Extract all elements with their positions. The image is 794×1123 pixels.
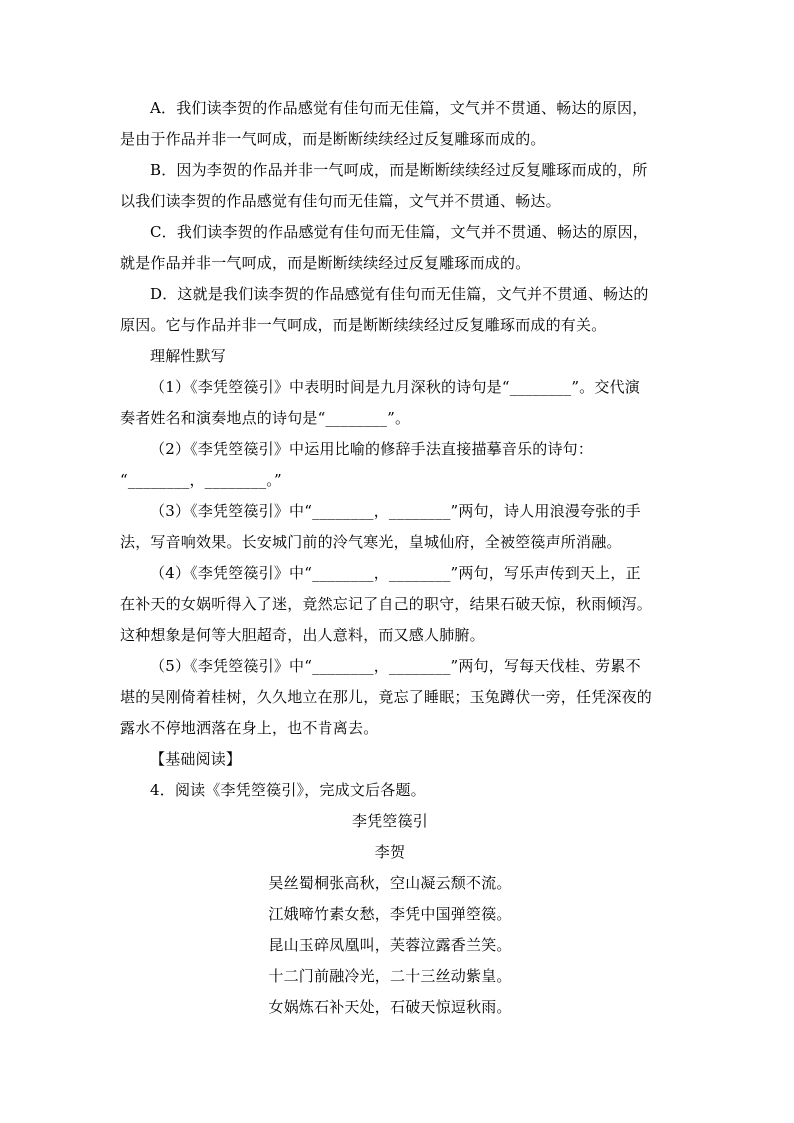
poem-line: 昆山玉碎凤凰叫，芙蓉泣露香兰笑。: [268, 936, 512, 954]
option-a-line-2: 是由于作品并非一气呵成，而是断断续续经过反复雕琢而成的。: [120, 130, 546, 148]
poem-line: 女娲炼石补天处，石破天惊逗秋雨。: [268, 998, 512, 1016]
dictation-q2-line-2: “________，________。”: [120, 471, 282, 489]
dictation-q1-line-2: 奏者姓名和演奏地点的诗句是“________”。: [120, 409, 411, 427]
dictation-q5-line-1: （5）《李凭箜篌引》中“________，________”两句，写每天伐桂、劳累不: [150, 657, 641, 675]
option-d-line-1: D．这就是我们读李贺的作品感觉有佳句而无佳篇，文气并不贯通、畅达的: [150, 285, 649, 303]
poem-title: 李凭箜篌引: [351, 812, 428, 830]
option-b-line-2: 以我们读李贺的作品感觉有佳句而无佳篇，文气并不贯通、畅达。: [120, 192, 561, 210]
dictation-q4-line-2: 在补天的女娲听得入了迷，竟然忘记了自己的职守，结果石破天惊，秋雨倾泻。: [120, 595, 653, 613]
poem-line: 十二门前融冷光，二十三丝动紫皇。: [268, 967, 512, 985]
dictation-q3-line-2: 法，写音响效果。长安城门前的泠气寒光，皇城仙府，全被箜篌声所消融。: [120, 533, 622, 551]
reading-question: 4．阅读《李凭箜篌引》，完成文后各题。: [150, 781, 426, 799]
dictation-q1-line-1: （1）《李凭箜篌引》中表明时间是九月深秋的诗句是“________”。交代演: [150, 378, 640, 396]
option-b-line-1: B．因为李贺的作品并非一气呵成，而是断断续续经过反复雕琢而成的，所: [150, 161, 648, 179]
reading-section-title: 【基础阅读】: [150, 750, 242, 768]
dictation-q4-line-1: （4）《李凭箜篌引》中“________，________”两句，写乐声传到天上，正: [150, 564, 641, 582]
poem-line: 江娥啼竹素女愁，李凭中国弹箜篌。: [268, 905, 512, 923]
option-c-line-2: 就是作品并非一气呵成，而是断断续续经过反复雕琢而成的。: [120, 254, 531, 272]
dictation-q5-line-3: 露水不停地洒落在身上，也不肯离去。: [120, 719, 379, 737]
document-content: [120, 93, 680, 1023]
poem-line: 吴丝蜀桐张高秋，空山凝云颓不流。: [268, 874, 512, 892]
dictation-q4-line-3: 这种想象是何等大胆超奇，出人意料，而又感人肺腑。: [120, 626, 485, 644]
dictation-q5-line-2: 堪的吴刚倚着桂树，久久地立在那儿，竟忘了睡眠；玉兔蹲伏一旁，任凭深夜的: [120, 688, 653, 706]
option-c-line-1: C．我们读李贺的作品感觉有佳句而无佳篇，文气并不贯通、畅达的原因，: [150, 223, 649, 241]
option-d-line-2: 原因。它与作品并非一气呵成，而是断断续续经过反复雕琢而成的有关。: [120, 316, 607, 334]
dictation-q3-line-1: （3）《李凭箜篌引》中“________，________”两句，诗人用浪漫夸张的手: [150, 502, 641, 520]
option-a-line-1: A．我们读李贺的作品感觉有佳句而无佳篇，文气并不贯通、畅达的原因，: [150, 99, 648, 117]
dictation-heading: 理解性默写: [150, 347, 227, 365]
dictation-q2-line-1: （2）《李凭箜篌引》中运用比喻的修辞手法直接描摹音乐的诗句：: [150, 440, 594, 458]
poem-author: 李贺: [374, 843, 406, 861]
